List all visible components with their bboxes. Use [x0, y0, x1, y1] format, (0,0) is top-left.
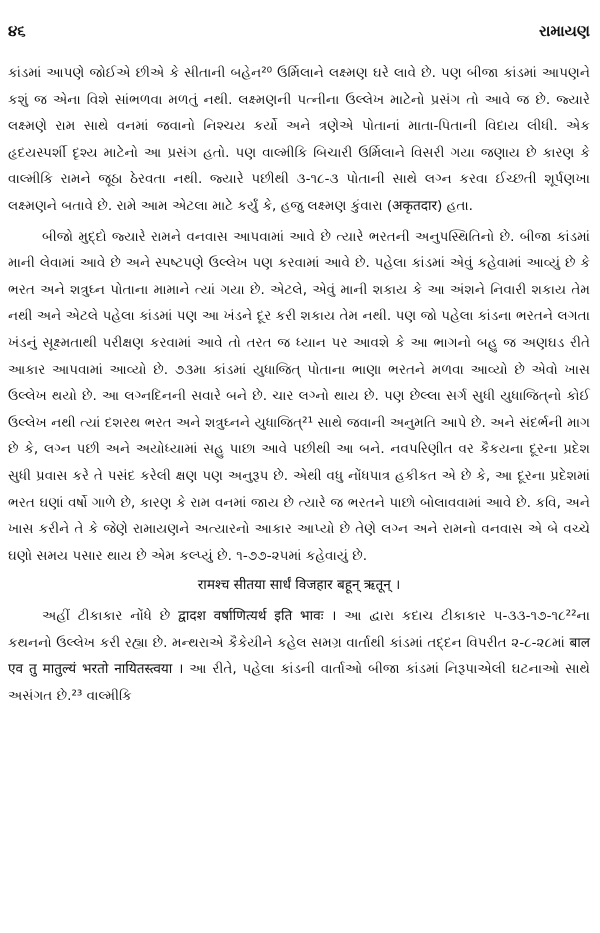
paragraph-3: અહીં ટીકાકાર નોંધે છે द्वादश वर्षाणित्यर्थ इति भावः । આ દ્વારા કદાચ ટીકાકાર ૫-૩૩-૧૭-૧૮²²ના કથનનો ઉલ્લેખ કરી રહ્યા છે. મન્થરાએ કૈકેયીને કહેલ સમગ્ર વાર્તાથી કાંડમાં તદ્દન વિપરીત ૨-૮-૨૮માં बाल एव तु मातुल्यं भरतो नायितस्त्वया । આ રીતે, પહેલા કાંડની વાર્તાઓ બીજા કાંડમાં નિરૂપાએલી ઘટનાઓ સાથે અસંગત છે.²³ વાલ્મીકિ: [8, 608, 590, 705]
page-header: [8, 22, 590, 40]
running-title: રામાયણ: [538, 22, 590, 40]
paragraph-2: બીજો મુદ્દો જ્યારે રામને વનવાસ આપવામાં આવે છે ત્યારે ભરતની અનુપસ્થિતિનો છે. બીજા કાંડમાં માની લેવામાં આવે છે અને સ્પષ્ટપણે ઉલ્લેખ પણ કરવામાં આવે છે. પહેલા કાંડમાં એવું કહેવામાં આવ્યું છે કે ભરત અને શત્રુઘ્ન પોતાના મામાને ત્યાં ગયા છે. એટલે, એવું માની શકાય કે આ અંશને નિવારી શકાય તેમ નથી અને એટલે પહેલા કાંડમાં પણ આ ખંડને દૂર કરી શકાય તેમ નથી. પણ જો પહેલા કાંડના ભરતને લગતા ખંડનું સૂક્ષ્મતાથી પરીક્ષણ કરવામાં આવે તો તરત જ ધ્યાન પર આવશે કે આ ભાગનો બહુ જ અણઘડ રીતે આકાર આપવામાં આવ્યો છે. ૭૩મા કાંડમાં યુધાજિત્ પોતાના ભાણા ભરતને મળવા આવ્યો છે એવો ખાસ ઉલ્લેખ થયો છે. આ લગ્નદિનની સવારે બને છે. ચાર લગ્નો થાય છે. પણ છેલ્લા સર્ગ સુધી યુધાજિત્‌નો કોઈ ઉલ્લેખ નથી ત્યાં દશરથ ભરત અને શત્રુઘ્નને યુધાજિત્²¹ સાથે જવાની અનુમતિ આપે છે. અને સંદર્ભની માગ છે કે, લગ્ન પછી અને અયોધ્યામાં સહુ પાછા આવે પછીથી આ બને. નવપરિણીત વર કૈકયના દૂરના પ્રદેશ સુધી પ્રવાસ કરે તે પસંદ કરેલી ક્ષણ પણ અનુરૂપ છે. એથી વધુ નોંધપાત્ર હકીકત એ છે કે, આ દૂરના પ્રદેશમાં ભરત ઘણાં વર્ષો ગાળે છે, કારણ કે રામ વનમાં જાય છે ત્યારે જ ભરતને પાછો બોલાવવામાં આવે છે. કવિ, અને ખાસ કરીને તે કે જેણે રામાયણને અત્યારનો આકાર આપ્યો છે તેણે લગ્ન અને રામનો વનવાસ એ બે વચ્ચે ઘણો સમય પસાર થાય છે એમ કલ્પ્યું છે. ૧-૭૭-૨૫માં કહેવાયું છે.: [8, 228, 590, 564]
body-text: [8, 60, 590, 710]
page-number: ૪૬: [8, 22, 26, 40]
sanskrit-verse: रामश्च सीतया सार्धं विजहार बहून् ऋतून् ।: [197, 577, 401, 594]
paragraph-1: કાંડમાં આપણે જોઈએ છીએ કે સીતાની બહેન²⁰ ઉર્મિલાને લક્ષ્મણ ઘરે લાવે છે. પણ બીજા કાંડમાં આપણને કશું જ એના વિશે સાંભળવા મળતું નથી. લક્ષ્મણની પત્નીના ઉલ્લેખ માટેનો પ્રસંગ તો આવે જ છે. જ્યારે લક્ષ્મણે રામ સાથે વનમાં જવાનો નિશ્ચય કર્યો અને ત્રણેએ પોતાનાં માતા-પિતાની વિદાય લીધી. એક હૃદયસ્પર્શી દૃશ્ય માટેનો આ પ્રસંગ હતો. પણ વાલ્મીકિ બિચારી ઉર્મિલાને વિસરી ગયા જણાય છે કારણ કે વાલ્મીકિ રામને જૂઠા ઠેરવતા નથી. જ્યારે પછીથી ૩-૧૮-૩ પોતાની સાથે લગ્ન કરવા ઈચ્છતી શૂર્પણખા લક્ષ્મણને બતાવે છે. રામે આમ એટલા માટે કર્યું કે, હજુ લક્ષ્મણ કુંવારા (अकृतदार) હતા.: [8, 65, 590, 214]
